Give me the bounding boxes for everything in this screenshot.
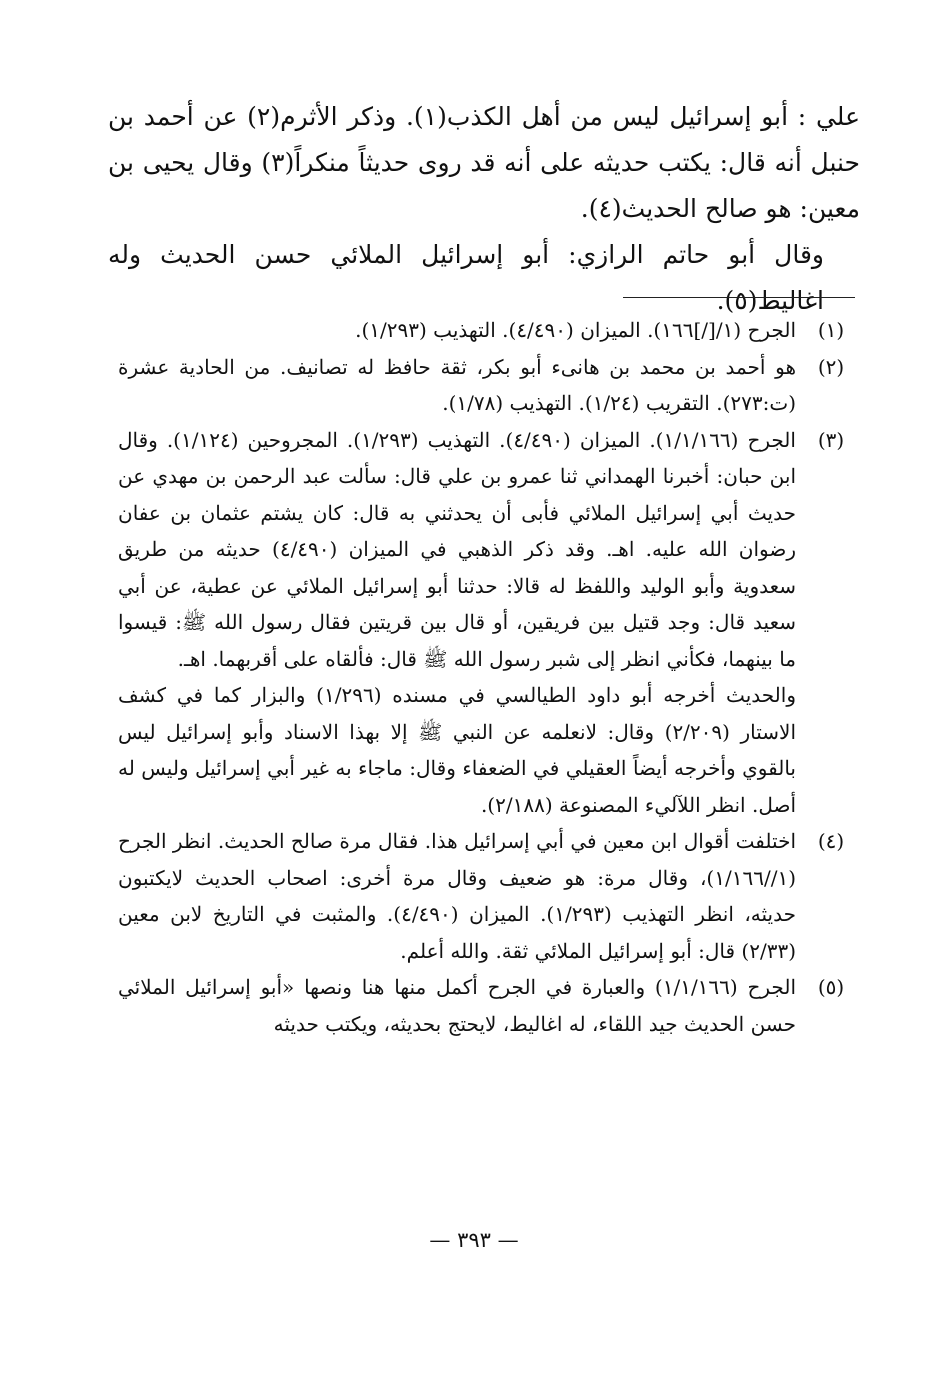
footnote [118, 422, 866, 824]
footnote-number: (٥) [817, 975, 845, 999]
main-text [108, 94, 860, 324]
footnote-paragraph: اختلفت أقوال ابن معين في أبي إسرائيل هذا. فقال مرة صالح الحديث. انظر الجرح (١//١/١٦٦)، وقال مرة: هو ضعيف وقال مرة أخرى: اصحاب الحديث لايكتبون حديثه، انظر التهذيب (١/٢٩٣). الميزان (٤/٤٩٠). والمثبت في التاريخ لابن معين (٢/٣٣) قال: أبو إسرائيل الملائي ثقة. والله أعلم. [118, 829, 796, 963]
footnote-paragraph: والحديث أخرجه أبو داود الطيالسي في مسنده (١/٢٩٦) والبزار كما في كشف الاستار (٢/٢٠٩) وقال: لانعلمه عن النبي ﷺ إلا بهذا الاسناد وأبو إسرائيل ليس بالقوي وأخرجه أيضاً العقيلي في الضعفاء وقال: ماجاء به غير أبي إسرائيل وليس له أصل. انظر اللآليء المصنوعة (٢/١٨٨). [118, 683, 796, 817]
footnote-paragraph: هو أحمد بن محمد بن هانىء أبو بكر، ثقة حافظ له تصانيف. من الحادية عشرة (ت:٢٧٣). التقريب (١/٢٤). التهذيب (١/٧٨). [118, 354, 796, 415]
footnote [118, 312, 866, 349]
footnote-number: (٣) [817, 427, 845, 452]
footnote [118, 969, 866, 1042]
footnote-number: (٢) [817, 354, 845, 379]
main-paragraph: وقال أبو حاتم الرازي: أبو إسرائيل الملائي حسن الحديث وله اغاليط(٥). [108, 240, 824, 315]
footnote-paragraph: الجرح (١/١/١٦٦) والعبارة في الجرح أكمل منها هنا ونصها «أبو إسرائيل الملائي حسن الحديث جيد اللقاء، له اغاليط، لايحتج بحديثه، ويكتب حديثه [118, 975, 796, 1036]
footnote-paragraph: الجرح (١/[/]١٦٦). الميزان (٤/٤٩٠). التهذيب (١/٢٩٣). [355, 318, 796, 342]
footnote-text [118, 422, 796, 824]
footnote-text [118, 969, 796, 1042]
page-number: — ٣٩٣ — [429, 1228, 519, 1252]
footnote-number: (١) [817, 318, 845, 342]
footnote-separator [623, 297, 855, 298]
footnote-paragraph: الجرح (١/١/١٦٦). الميزان (٤/٤٩٠). التهذيب (١/٢٩٣). المجروحين (١/١٢٤). وقال ابن حبان: أخبرنا الهمداني ثنا عمرو بن علي قال: سألت عبد الرحمن بن مهدي عن حديث أبي إسرائيل الملائي فأبى أن يحدثني به قال: كان يشتم عثمان بن عفان رضوان الله عليه. اهـ. وقد ذكر الذهبي في الميزان (٤/٤٩٠) حديثه من طريق سعدوية وأبو الوليد واللفظ له قالا: حدثنا أبو إسرائيل الملائي عن عطية، عن أبي سعيد قال: وجد قتيل بين فريقين، أو قال بين قريتين فقال رسول الله ﷺ: قيسوا ما بينهما، فكأني انظر إلى شبر رسول الله ﷺ قال: فألقاه على أقربهما. اهـ. [118, 427, 797, 671]
footnote [118, 823, 866, 969]
footnote-text [118, 312, 796, 349]
footnote-text [118, 349, 796, 422]
footnote-number: (٤) [817, 829, 845, 853]
footnote-text [118, 823, 796, 969]
footnote [118, 349, 866, 422]
main-paragraph: علي : أبو إسرائيل ليس من أهل الكذب(١). وذكر الأثرم(٢) عن أحمد بن حنبل أنه قال: يكتب حديثه على أنه قد روى حديثاً منكراً(٣) وقال يحيى بن معين: هو صالح الحديث(٤). [108, 102, 860, 223]
footnotes [118, 312, 866, 1042]
